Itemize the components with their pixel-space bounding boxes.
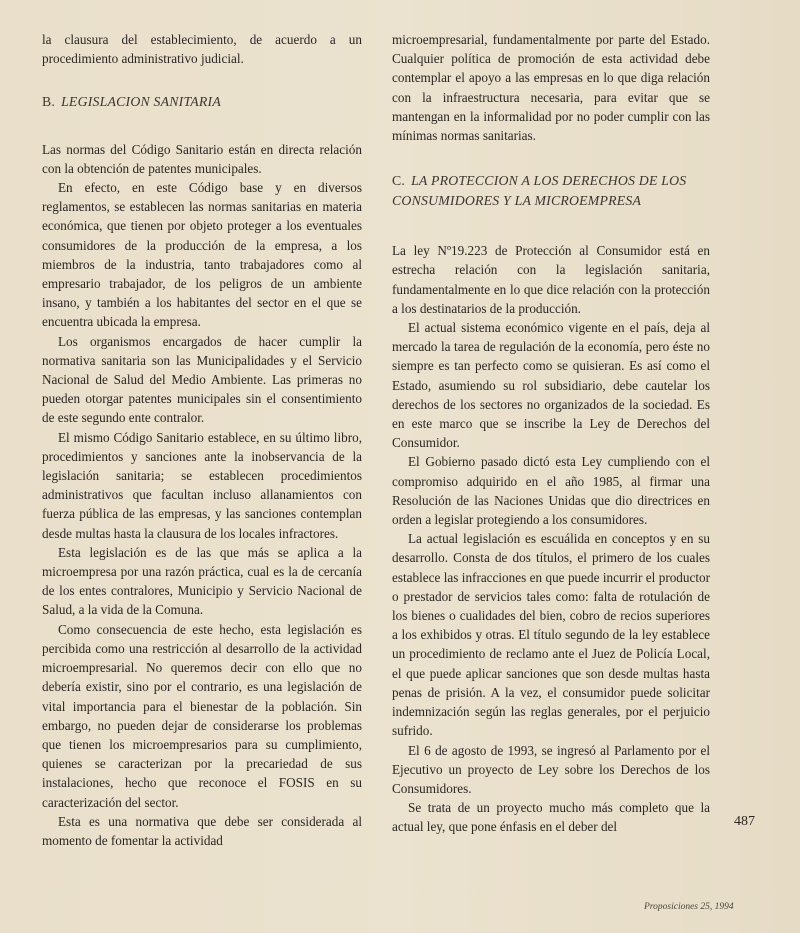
page-number: 487 [734,814,755,829]
section-heading-c [392,171,710,211]
left-paragraph: Los organismos encargados de hacer cumplir la normativa sanitaria son las Municipalidades y el Servicio Nacional de Salud del Medio Ambiente. Las primeras no pueden otorgar patentes municipales sin el consentimiento de este segundo ente contralor. [42,333,362,426]
right-paragraph: El actual sistema económico vigente en el país, deja al mercado la tarea de regulación de la economía, pero éste no siempre es tan perfecto como se quisieran. Es así como el Estado, asumiendo su rol subsidiario, debe cautelar los derechos de los sectores no organizados de la sociedad. Es en este marco que se inscribe la Ley de Derechos del Consumidor. [392,320,710,451]
section-c-title: LA PROTECCION A LOS DERECHOS DE LOS CONSUMIDORES Y LA MICROEMPRESA [392,173,687,209]
left-paragraph: El mismo Código Sanitario establece, en su último libro, procedimientos y sanciones ante la inobservancia de la legislación sanitaria; se establecen procedimientos administrativos que facultan incluso allanamientos con fuerza pública de las empresas, y las sanciones contemplan desde multas hasta la clausura de los locales infractores. [42,429,362,541]
right-paragraph: Se trata de un proyecto mucho más completo que la actual ley, que pone énfasis en el deber del [392,800,710,835]
right-paragraph: El Gobierno pasado dictó esta Ley cumpliendo con el compromiso adquirido en el año 1985, al firmar una Resolución de las Naciones Unidas que dio directrices en orden a legislar protegiendo a los consumidores. [392,454,710,528]
section-c-number: C. [392,173,406,189]
right-paragraph: El 6 de agosto de 1993, se ingresó al Parlamento por el Ejecutivo un proyecto de Ley sobre los Derechos de los Consumidores. [392,742,710,796]
right-paragraph: La actual legislación es escuálida en conceptos y en su desarrollo. Consta de dos títulos, el primero de los cuales establece las infracciones en que puede incurrir el productor o prestador de servicios tales como: falta de rotulación de los bienes o cualidades del bien, cobro de recios superiores a los exhibidos y otras. El título segundo de la ley establece un procedimiento de reclamo ante el Juez de Policía Local, el que puede aplicar sanciones que son desde multas hasta penas de prisión. A la vez, el consumidor puede solicitar indemnización según las reglas generales, por el perjuicio sufrido. [392,531,710,739]
left-paragraph: Esta legislación es de las que más se aplica a la microempresa por una razón práctica, cual es la de cercanía de los entes contralores, Municipio y Servicio Nacional de Salud, a la vida de la Comuna. [42,544,362,618]
left-paragraph: En efecto, en este Código base y en diversos reglamentos, se establecen las normas sanitarias en materia económica, que tienen por objeto proteger a los eventuales consumidores de la producción de la empresa, a los miembros de la industria, tanto trabajadores como al empresario trabajador, de los peligros de un ambiente insano, y también a los habitantes del sector en el que se encuentra ubicada la empresa. [42,180,362,330]
left-paragraph: Como consecuencia de este hecho, esta legislación es percibida como una restricción al desarrollo de la actividad microempresarial. No queremos decir con ello que no debería existir, sino por el contrario, es una legislación de vital importancia para el bienestar de la población. Sin embargo, no pueden dejar de considerarse los problemas que tienen los microempresarios para su cumplimiento, quienes se caracterizan por la precariedad de sus instalaciones, hecho que reconoce el FOSIS en su caracterización del sector. [42,621,362,810]
right-column [392,30,710,837]
footer-citation: Proposiciones 25, 1994 [644,902,734,912]
left-paragraph: Las normas del Código Sanitario están en directa relación con la obtención de patentes municipales. [42,141,362,176]
right-paragraph: La ley Nº19.223 de Protección al Consumidor está en estrecha relación con la legislación sanitaria, fundamentalmente en lo que dice relación con la protección a los destinatarios de la producción. [392,243,710,316]
section-b-number: B. [42,94,56,110]
section-b-title: LEGISLACION SANITARIA [61,94,221,110]
left-intro-text: la clausura del establecimiento, de acuerdo a un procedimiento administrativo judicial. [42,32,362,67]
section-heading-b [42,92,362,111]
right-intro-text: microempresarial, fundamentalmente por parte del Estado. Cualquier política de promoción de esta actividad debe contemplar el apoyo a las empresas en lo que diga relación con la infraestructura necesaria, para evitar que se mantengan en la informalidad por no poder cumplir con las mínimas normas sanitarias. [392,32,710,144]
left-column [42,30,362,850]
left-paragraph: Esta es una normativa que debe ser considerada al momento de fomentar la actividad [42,813,362,848]
